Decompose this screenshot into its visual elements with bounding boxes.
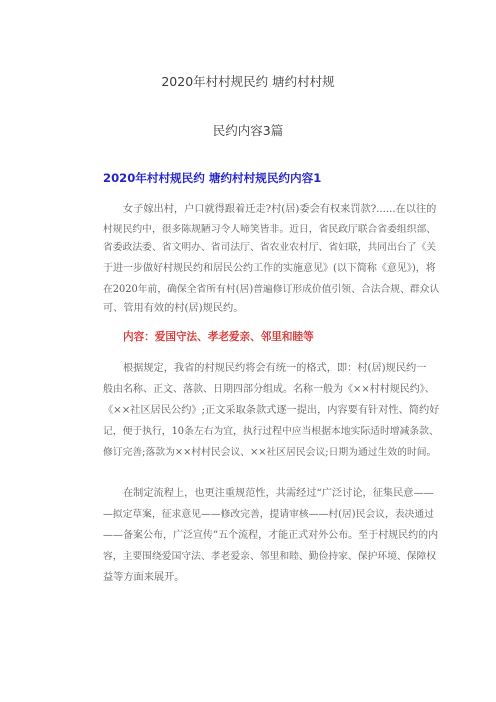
paragraph-2-line: 《××社区居民公约》;正文采取条款式逐一提出，内容要有针对性、简约好 bbox=[103, 405, 440, 416]
paragraph-3-line: —拟定草案，征求意见——修改完善，提请审核——村(居)民会议，表决通过 bbox=[103, 509, 434, 520]
section-heading: 内容：爱国守法、孝老爱亲、邻里和睦等 bbox=[123, 331, 314, 343]
paragraph-1-line: 女子嫁出村，户口就得跟着迁走?村(居)委会有权来罚款?......在以往的 bbox=[123, 204, 437, 215]
paragraph-2-line: 修订完善;落款为××村村民会议、××社区居民会议;日期为通过生效的时间。 bbox=[103, 447, 437, 458]
document-title-line-1: 2020年村村规民约 塘约村村规 bbox=[161, 74, 335, 89]
paragraph-2-line: 记，便于执行，10条左右为宜，执行过程中应当根据本地实际适时增减条款、 bbox=[103, 426, 439, 437]
paragraph-3-line: ——备案公布，广泛宣传”五个流程，才能正式对外公布。至于村规民约的内 bbox=[103, 530, 439, 541]
paragraph-1-line: 于进一步做好村规民约和居民公约工作的实施意见》(以下简称《意见》)，将 bbox=[103, 263, 436, 274]
paragraph-2-line: 根据规定，我省的村规民约将会有统一的格式，即：村(居)规民约一 bbox=[123, 363, 427, 374]
paragraph-2-line: 般由名称、正文、落款、日期四部分组成。名称一般为《××村村规民约》、 bbox=[103, 384, 435, 395]
paragraph-1-line: 在2020年前，确保全省所有村(居)普遍修订形成价值引领、合法合规、群众认 bbox=[103, 284, 440, 295]
paragraph-3-line: 在制定流程上，也更注重规范性，共需经过“广泛讨论，征集民意—— bbox=[123, 488, 434, 499]
document-title-line-2: 民约内容3篇 bbox=[212, 123, 284, 138]
article-subheading: 2020年村村规民约 塘约村村规民约内容1 bbox=[103, 171, 322, 185]
paragraph-3-line: 益等方面来展开。 bbox=[103, 572, 185, 583]
paragraph-1-line: 村规民约中，很多陈规陋习令人啼笑皆非。近日，省民政厅联合省委组织部、 bbox=[103, 224, 437, 235]
paragraph-3-line: 容，主要围绕爱国守法、孝老爱亲、邻里和睦、勤俭持家、保护环境、保障权 bbox=[103, 551, 437, 562]
paragraph-1-line: 省委政法委、省文明办、省司法厅、省农业农村厅、省妇联，共同出台了《关 bbox=[103, 242, 437, 253]
paragraph-1-line: 可、管用有效的村(居)规民约。 bbox=[103, 303, 244, 314]
